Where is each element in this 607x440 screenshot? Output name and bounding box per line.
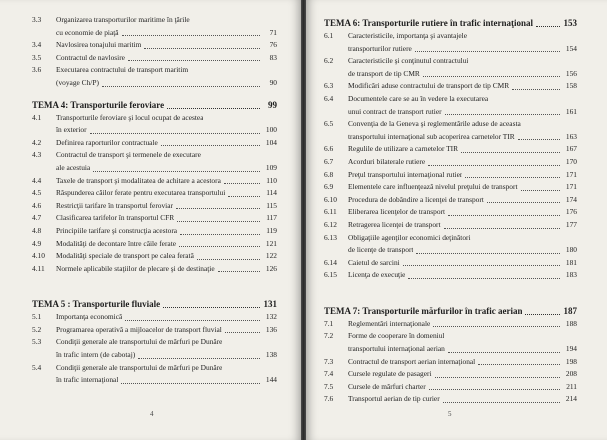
leader-dots bbox=[197, 259, 260, 260]
entry-number: 4.1 bbox=[32, 112, 42, 122]
entry-number: 6.2 bbox=[324, 56, 334, 66]
entry-number: 6.10 bbox=[324, 194, 337, 204]
leader-dots bbox=[224, 183, 260, 184]
toc-entry-line bbox=[324, 244, 577, 257]
entry-title: Reglementări internaţionale bbox=[348, 318, 431, 328]
toc-entry-line bbox=[324, 393, 577, 406]
entry-number: 6.6 bbox=[324, 144, 334, 154]
entry-number: 3.3 bbox=[32, 15, 42, 24]
leader-dots bbox=[102, 86, 260, 87]
entry-page: 83 bbox=[269, 52, 277, 62]
entry-title: cu economie de piaţă bbox=[56, 27, 119, 37]
toc-entry-line bbox=[324, 68, 577, 81]
entry-number: 7.3 bbox=[324, 356, 334, 366]
entry-page: 136 bbox=[265, 324, 277, 334]
entry-page: 181 bbox=[565, 257, 577, 267]
leader-dots bbox=[125, 320, 260, 321]
leader-dots bbox=[90, 133, 260, 134]
entry-title: Clasificarea tarifelor în transportul CFR bbox=[56, 213, 175, 223]
entry-number: 7.1 bbox=[324, 318, 334, 328]
theme-page: 99 bbox=[268, 99, 277, 110]
entry-title: Licenţa de execuţie bbox=[348, 270, 406, 280]
toc-entry-line bbox=[324, 181, 577, 194]
toc-entry-line bbox=[324, 55, 577, 68]
toc-block-6 bbox=[324, 30, 577, 282]
entry-number: 6.7 bbox=[324, 156, 334, 166]
entry-number: 4.2 bbox=[32, 137, 42, 147]
toc-entry-line bbox=[32, 374, 277, 387]
toc-entry-line bbox=[32, 175, 277, 188]
entry-title: unui contract de transport rutier bbox=[348, 106, 442, 116]
leader-dots bbox=[161, 145, 260, 146]
entry-page: 76 bbox=[269, 40, 277, 50]
entry-page: 71 bbox=[269, 27, 277, 37]
entry-title: Organizarea transporturilor maritime în ţările bbox=[56, 15, 190, 24]
entry-title: ale acestuia bbox=[56, 162, 91, 172]
entry-title: Programarea operativă a mijloacelor de transport fluvial bbox=[56, 324, 222, 334]
entry-page: 188 bbox=[565, 318, 577, 328]
leader-dots bbox=[435, 377, 560, 378]
entry-title: Condiţii generale ale transportului de mărfuri pe Dunăre bbox=[56, 362, 223, 372]
entry-number: 3.4 bbox=[32, 40, 42, 50]
toc-block-7 bbox=[324, 318, 577, 406]
leader-dots bbox=[167, 108, 260, 109]
entry-title: de licenţe de transport bbox=[348, 245, 414, 255]
theme-5-heading bbox=[32, 297, 277, 311]
entry-page: 180 bbox=[565, 245, 577, 255]
entry-number: 6.5 bbox=[324, 119, 334, 129]
toc-entry-line bbox=[324, 118, 577, 131]
entry-title: Regulile de utilizare a carnetelor TIR bbox=[348, 144, 459, 154]
entry-page: 167 bbox=[565, 144, 577, 154]
leader-dots bbox=[93, 171, 260, 172]
entry-title: Transportul aerian de tip curier bbox=[348, 394, 440, 404]
toc-entry-line bbox=[32, 162, 277, 175]
toc-entry-line bbox=[32, 39, 277, 52]
theme-title: TEMA 4: Transporturile feroviare bbox=[32, 99, 165, 110]
entry-page: 214 bbox=[565, 394, 577, 404]
page-number: 4 bbox=[150, 410, 154, 418]
entry-title: Restricţii tarifare în transportul feroviar bbox=[56, 200, 173, 210]
entry-title: Preţul transportului internaţional rutier bbox=[348, 169, 463, 179]
leader-dots bbox=[487, 202, 560, 203]
entry-title: transporturilor rutiere bbox=[348, 43, 412, 53]
leader-dots bbox=[536, 26, 560, 27]
entry-page: 176 bbox=[565, 207, 577, 217]
entry-number: 6.1 bbox=[324, 31, 334, 40]
leader-dots bbox=[521, 190, 561, 191]
entry-title: Eliberarea licenţelor de transport bbox=[348, 207, 446, 217]
entry-title: Retragerea licenţei de transport bbox=[348, 219, 441, 229]
toc-entry-line bbox=[32, 200, 277, 213]
entry-page: 117 bbox=[266, 213, 277, 223]
leader-dots bbox=[465, 177, 560, 178]
toc-entry-line bbox=[324, 131, 577, 144]
entry-page: 114 bbox=[266, 188, 277, 198]
leader-dots bbox=[225, 332, 260, 333]
entry-number: 5.2 bbox=[32, 324, 42, 334]
leader-dots bbox=[180, 234, 260, 235]
entry-page: 208 bbox=[565, 369, 577, 379]
entry-title: Elementele care influenţează nivelul preţului de transport bbox=[348, 182, 518, 192]
toc-right bbox=[324, 16, 577, 406]
entry-title: Acorduri bilaterale rutiere bbox=[348, 156, 426, 166]
entry-number: 4.8 bbox=[32, 225, 42, 235]
theme-6-heading bbox=[324, 16, 577, 30]
toc-entry-line bbox=[324, 356, 577, 369]
entry-title: Normele aplicabile staţiilor de plecare şi de destinaţie bbox=[56, 263, 215, 273]
entry-page: 154 bbox=[565, 43, 577, 53]
toc-entry-line bbox=[324, 206, 577, 219]
toc-entry-line bbox=[324, 343, 577, 356]
entry-title: Condiţii generale ale transportului de mărfuri pe Dunăre bbox=[56, 337, 223, 347]
entry-page: 126 bbox=[265, 263, 277, 273]
toc-entry-line bbox=[324, 330, 577, 343]
theme-page: 131 bbox=[263, 299, 277, 310]
page-number: 5 bbox=[448, 410, 452, 418]
leader-dots bbox=[416, 253, 560, 254]
entry-number: 4.4 bbox=[32, 175, 42, 185]
entry-title: Caietul de sarcini bbox=[348, 257, 400, 267]
entry-page: 177 bbox=[565, 219, 577, 229]
toc-entry-line bbox=[32, 14, 277, 27]
toc-block-3 bbox=[32, 14, 277, 90]
entry-page: 132 bbox=[265, 312, 277, 322]
leader-dots bbox=[128, 60, 260, 61]
entry-title: Modalităţi speciale de transport pe calea ferată bbox=[56, 251, 194, 261]
toc-block-5 bbox=[32, 311, 277, 387]
entry-page: 161 bbox=[565, 106, 577, 116]
toc-entry-line bbox=[324, 269, 577, 282]
entry-page: 122 bbox=[265, 251, 277, 261]
toc-entry-line bbox=[32, 212, 277, 225]
leader-dots bbox=[121, 383, 260, 384]
leader-dots bbox=[138, 358, 260, 359]
entry-number: 4.7 bbox=[32, 213, 42, 223]
toc-entry-line bbox=[324, 219, 577, 232]
entry-page: 138 bbox=[265, 350, 277, 360]
leader-dots bbox=[448, 352, 560, 353]
entry-page: 90 bbox=[269, 77, 277, 87]
entry-page: 171 bbox=[565, 169, 577, 179]
entry-title: Convenţia de la Geneva şi reglementările aduse de aceasta bbox=[348, 119, 521, 129]
toc-entry-line bbox=[32, 112, 277, 125]
toc-entry-line bbox=[324, 257, 577, 270]
entry-title: Contractul de transport şi termenele de executare bbox=[56, 150, 201, 160]
entry-title: Documentele care se au în vedere la executarea bbox=[348, 93, 489, 103]
entry-title: Contractul de transport aerian internaţional bbox=[348, 356, 476, 366]
toc-entry-line bbox=[324, 368, 577, 381]
theme-7-heading bbox=[324, 304, 577, 318]
entry-number: 5.1 bbox=[32, 312, 42, 322]
leader-dots bbox=[218, 271, 260, 272]
entry-page: 183 bbox=[565, 270, 577, 280]
toc-entry-line bbox=[324, 93, 577, 106]
entry-page: 156 bbox=[565, 68, 577, 78]
toc-entry-line bbox=[32, 27, 277, 40]
toc-entry-line bbox=[324, 30, 577, 43]
entry-title: Cursele regulate de pasageri bbox=[348, 369, 432, 379]
leader-dots bbox=[433, 326, 560, 327]
leader-dots bbox=[163, 307, 260, 308]
entry-page: 119 bbox=[266, 225, 277, 235]
entry-title: Răspunderea căilor ferate pentru executarea transportului bbox=[56, 188, 226, 198]
entry-title: Caracteristicile şi conţinutul contractului bbox=[348, 56, 469, 66]
entry-number: 4.10 bbox=[32, 251, 45, 261]
entry-page: 121 bbox=[265, 238, 277, 248]
entry-page: 144 bbox=[265, 375, 277, 385]
entry-number: 4.9 bbox=[32, 238, 42, 248]
leader-dots bbox=[176, 208, 260, 209]
entry-number: 4.3 bbox=[32, 150, 42, 160]
leader-dots bbox=[428, 165, 560, 166]
theme-page: 153 bbox=[563, 18, 577, 28]
toc-entry-line bbox=[32, 349, 277, 362]
entry-page: 104 bbox=[265, 137, 277, 147]
leader-dots bbox=[403, 265, 560, 266]
entry-title: Procedura de dobândire a licenţei de transport bbox=[348, 194, 484, 204]
toc-entry-line bbox=[32, 311, 277, 324]
leader-dots bbox=[518, 139, 560, 140]
entry-page: 110 bbox=[266, 175, 277, 185]
leader-dots bbox=[228, 196, 260, 197]
entry-number: 6.14 bbox=[324, 257, 337, 267]
toc-entry-line bbox=[32, 250, 277, 263]
entry-title: Obligaţiile agenţilor economici deţinători bbox=[348, 232, 471, 242]
toc-left bbox=[32, 14, 277, 387]
entry-title: Definirea raporturilor contractuale bbox=[56, 137, 158, 147]
toc-entry-line bbox=[324, 43, 577, 56]
entry-title: în trafic intern (de cabotaj) bbox=[56, 350, 136, 360]
toc-entry-line bbox=[32, 263, 277, 276]
leader-dots bbox=[448, 215, 560, 216]
entry-number: 6.3 bbox=[324, 81, 334, 91]
entry-number: 6.12 bbox=[324, 219, 337, 229]
entry-title: Modalităţi de decontare între căile ferate bbox=[56, 238, 177, 248]
entry-number: 7.5 bbox=[324, 381, 334, 391]
leader-dots bbox=[408, 278, 560, 279]
entry-title: Cursele de mărfuri charter bbox=[348, 381, 426, 391]
toc-entry-line bbox=[32, 225, 277, 238]
entry-page: 211 bbox=[566, 381, 577, 391]
entry-page: 109 bbox=[265, 162, 277, 172]
entry-page: 171 bbox=[565, 182, 577, 192]
toc-entry-line bbox=[324, 381, 577, 394]
entry-title: Modificări aduse contractului de transport de tip CMR bbox=[348, 81, 510, 91]
theme-title: TEMA 5 : Transporturile fluviale bbox=[32, 299, 161, 310]
leader-dots bbox=[445, 114, 560, 115]
entry-title: Transporturile feroviare şi locul ocupat de acestea bbox=[56, 112, 204, 122]
toc-entry-line bbox=[324, 156, 577, 169]
leader-dots bbox=[525, 314, 560, 315]
entry-page: 100 bbox=[265, 125, 277, 135]
leader-dots bbox=[423, 76, 560, 77]
toc-entry-line bbox=[32, 362, 277, 375]
entry-title: Navlosirea tonajului maritim bbox=[56, 40, 142, 50]
entry-page: 198 bbox=[565, 356, 577, 366]
toc-entry-line bbox=[32, 77, 277, 90]
theme-page: 187 bbox=[563, 305, 577, 316]
entry-title: Caracteristicile, importanţa şi avantajele bbox=[348, 31, 468, 40]
toc-entry-line bbox=[32, 324, 277, 337]
leader-dots bbox=[478, 364, 560, 365]
theme-title: TEMA 6: Transporturile rutiere în trafic internaţional bbox=[324, 18, 533, 28]
leader-dots bbox=[122, 35, 260, 36]
entry-number: 4.5 bbox=[32, 188, 42, 198]
entry-page: 158 bbox=[565, 81, 577, 91]
entry-number: 3.5 bbox=[32, 52, 42, 62]
toc-entry-line bbox=[324, 106, 577, 119]
toc-entry-line bbox=[32, 64, 277, 77]
entry-title: în trafic internaţional bbox=[56, 375, 119, 385]
entry-number: 6.4 bbox=[324, 93, 334, 103]
theme-title: TEMA 7: Transporturile mărfurilor în trafic aerian bbox=[324, 305, 523, 316]
leader-dots bbox=[144, 48, 260, 49]
entry-number: 6.8 bbox=[324, 169, 334, 179]
entry-title: (voyage Ch/P) bbox=[56, 77, 99, 87]
entry-title: Taxele de transport şi modalitatea de achitare a acestora bbox=[56, 175, 221, 185]
entry-title: transportului internaţional sub acoperirea carnetelor TIR bbox=[348, 131, 515, 141]
toc-entry-line bbox=[324, 318, 577, 331]
entry-title: în exterior bbox=[56, 125, 87, 135]
entry-title: de transport de tip CMR bbox=[348, 68, 420, 78]
theme-4-heading bbox=[32, 98, 277, 112]
leader-dots bbox=[443, 402, 560, 403]
toc-block-4 bbox=[32, 112, 277, 276]
entry-page: 174 bbox=[565, 194, 577, 204]
toc-entry-line bbox=[324, 143, 577, 156]
leader-dots bbox=[461, 152, 560, 153]
entry-number: 7.2 bbox=[324, 331, 334, 341]
toc-entry-line bbox=[324, 232, 577, 245]
entry-title: Executarea contractului de transport maritim bbox=[56, 65, 189, 75]
entry-number: 4.11 bbox=[32, 263, 45, 273]
entry-number: 6.9 bbox=[324, 182, 334, 192]
toc-entry-line bbox=[32, 52, 277, 65]
entry-number: 7.4 bbox=[324, 369, 334, 379]
entry-title: Forme de cooperare în domeniul bbox=[348, 331, 445, 341]
entry-page: 170 bbox=[565, 156, 577, 166]
right-page bbox=[306, 0, 607, 440]
entry-number: 5.3 bbox=[32, 337, 42, 347]
leader-dots bbox=[177, 221, 260, 222]
toc-entry-line bbox=[32, 238, 277, 251]
toc-entry-line bbox=[324, 194, 577, 207]
entry-page: 163 bbox=[565, 131, 577, 141]
toc-entry-line bbox=[324, 80, 577, 93]
toc-entry-line bbox=[324, 169, 577, 182]
entry-number: 5.4 bbox=[32, 362, 42, 372]
entry-number: 6.15 bbox=[324, 270, 337, 280]
entry-page: 115 bbox=[266, 200, 277, 210]
toc-entry-line bbox=[32, 336, 277, 349]
toc-entry-line bbox=[32, 187, 277, 200]
entry-number: 6.13 bbox=[324, 232, 337, 242]
entry-number: 7.6 bbox=[324, 394, 334, 404]
toc-entry-line bbox=[32, 137, 277, 150]
entry-title: Importanţa economică bbox=[56, 312, 123, 322]
leader-dots bbox=[415, 51, 560, 52]
leader-dots bbox=[512, 89, 560, 90]
toc-entry-line bbox=[32, 124, 277, 137]
entry-page: 194 bbox=[565, 344, 577, 354]
entry-number: 6.11 bbox=[324, 207, 337, 217]
entry-title: Contractul de navlosire bbox=[56, 52, 125, 62]
entry-number: 3.6 bbox=[32, 65, 42, 75]
leader-dots bbox=[179, 246, 260, 247]
entry-title: Principiile tarifare şi construcţia acestora bbox=[56, 225, 178, 235]
leader-dots bbox=[429, 389, 560, 390]
left-page bbox=[0, 0, 301, 440]
entry-title: transportului internaţional aerian bbox=[348, 344, 445, 354]
toc-entry-line bbox=[32, 149, 277, 162]
leader-dots bbox=[444, 228, 560, 229]
entry-number: 4.6 bbox=[32, 200, 42, 210]
